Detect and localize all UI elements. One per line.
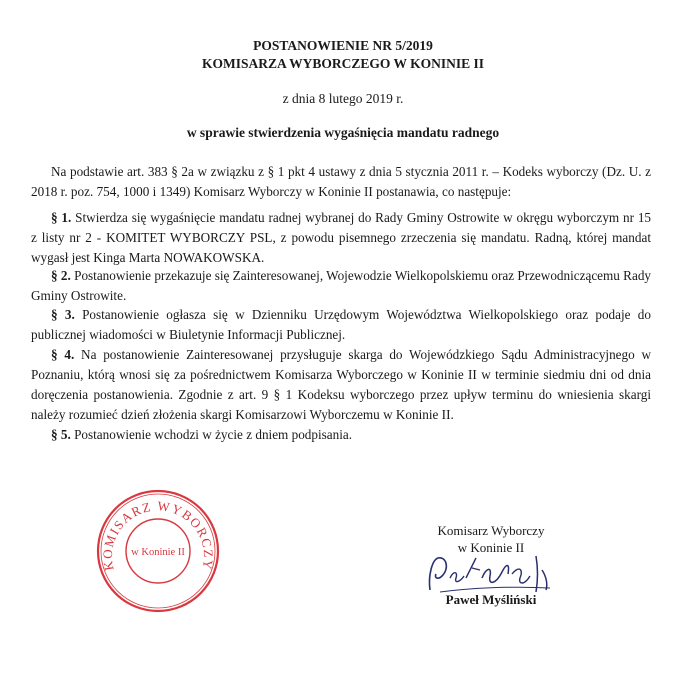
document-title-line1: POSTANOWIENIE NR 5/2019 (253, 38, 433, 53)
signatory-role-line2: w Koninie II (457, 540, 525, 555)
section-2 (31, 266, 651, 306)
stamp-outer-text: KOMISARZ WYBORCZY (99, 498, 217, 572)
section-number: § 2. (51, 268, 71, 283)
section-number: § 1. (51, 210, 72, 225)
section-text: Postanowienie ogłasza się w Dzienniku Urzędowym Województwa Wielkopolskiego oraz podaje do publicznej wiadomości w Biuletynie Informacji Publicznej. (31, 307, 651, 342)
document-date: z dnia 8 lutego 2019 r. (282, 91, 404, 106)
section-text: Na postanowienie Zainteresowanej przysługuje skarga do Wojewódzkiego Sądu Administracyjnego w Poznaniu, którą wnosi się za pośrednictwem Komisarza Wyborczego w Koninie II w terminie siedmiu dni od dnia doręczenia postanowienia. Zgodnie z art. 9 § 1 Kodeksu wyborczego przez upływ terminu do wniesienia skargi należy rozumieć dzień złożenia skargi Komisarzowi Wyborczemu w Koninie II. (31, 347, 652, 422)
document-subject: w sprawie stwierdzenia wygaśnięcia mandatu radnego (186, 125, 500, 140)
official-stamp (95, 488, 221, 614)
section-3 (31, 305, 651, 345)
section-number: § 4. (51, 347, 75, 362)
intro-text: Na podstawie art. 383 § 2a w związku z § 1 pkt 4 ustawy z dnia 5 stycznia 2011 r. – Kodeks wyborczy (Dz. U. z 2018 r. poz. 754, 1000 i 1349) Komisarz Wyborczy w Koninie II postanawia, co następuje: (31, 164, 651, 199)
stamp-inner-text: w Koninie II (131, 547, 185, 558)
section-text: Stwierdza się wygaśnięcie mandatu radnej wybranej do Rady Gminy Ostrowite w okręgu wyborczym nr 15 z listy nr 2 - KOMITET WYBORCZY PSL, z powodu pisemnego zrzeczenia się mandatu. Radną, której mandat wygasł jest Kinga Marta NOWAKOWSKA. (31, 210, 652, 265)
section-text: Postanowienie przekazuje się Zainteresowanej, Wojewodzie Wielkopolskiemu oraz Przewodniczącemu Rady Gminy Ostrowite. (31, 268, 652, 303)
section-5 (31, 425, 651, 445)
section-1 (31, 208, 651, 268)
section-4 (31, 345, 651, 425)
section-number: § 5. (51, 427, 71, 442)
signatory-role-line1: Komisarz Wyborczy (437, 523, 545, 538)
document-title-line2: KOMISARZA WYBORCZEGO W KONINIE II (201, 56, 485, 71)
intro-paragraph (31, 162, 651, 202)
signatory-name: Paweł Myśliński (445, 592, 537, 607)
handwritten-signature (420, 548, 565, 598)
section-number: § 3. (51, 307, 75, 322)
section-text: Postanowienie wchodzi w życie z dniem podpisania. (74, 427, 353, 442)
